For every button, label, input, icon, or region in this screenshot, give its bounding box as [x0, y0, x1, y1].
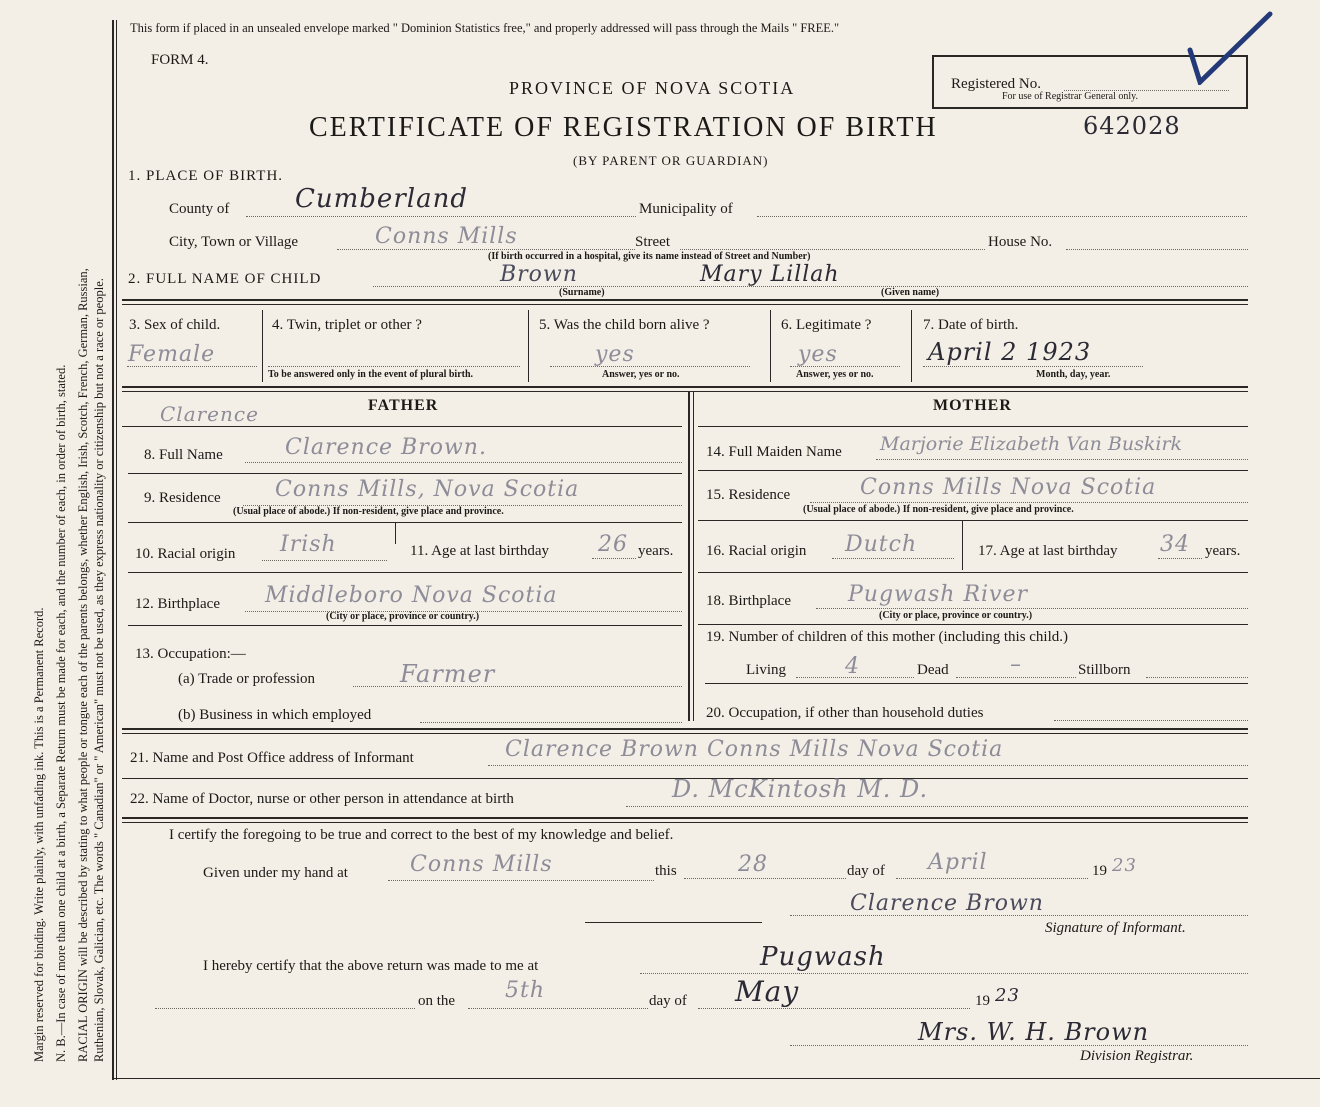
sex-label: 3. Sex of child. — [129, 317, 221, 333]
registered-note: For use of Registrar General only. — [1002, 91, 1138, 102]
alive-note: Answer, yes or no. — [602, 369, 680, 380]
mother-name-value: Marjorie Elizabeth Van Buskirk — [880, 433, 1183, 455]
father-race-label: 10. Racial origin — [135, 546, 236, 562]
mother-occupation-label: 20. Occupation, if other than household duties — [706, 705, 984, 721]
house-label: House No. — [988, 234, 1053, 250]
place-heading: 1. PLACE OF BIRTH. — [128, 168, 284, 184]
province-heading: PROVINCE OF NOVA SCOTIA — [509, 78, 796, 98]
county-value: Cumberland — [295, 184, 468, 214]
certificate-title: CERTIFICATE OF REGISTRATION OF BIRTH — [309, 112, 938, 143]
father-birthplace-note: (City or place, province or country.) — [326, 611, 480, 622]
binding-border-line-inner — [116, 20, 117, 1080]
alive-value: yes — [595, 342, 635, 367]
father-birthplace-label: 12. Birthplace — [135, 596, 220, 612]
subtitle: (BY PARENT OR GUARDIAN) — [573, 153, 769, 168]
hospital-note: (If birth occurred in a hospital, give its name instead of Street and Number) — [488, 251, 811, 262]
alive-label: 5. Was the child born alive ? — [539, 317, 710, 333]
father-age-value: 26 — [598, 532, 628, 557]
dob-value: April 2 1923 — [928, 338, 1092, 366]
informant-signature: Clarence Brown — [850, 891, 1044, 916]
form-number: FORM 4. — [151, 52, 209, 68]
informant-label: 21. Name and Post Office address of Informant — [130, 750, 414, 766]
registrar-day-of-label: day of — [649, 993, 687, 1009]
doctor-label: 22. Name of Doctor, nurse or other person in attendance at birth — [130, 791, 514, 807]
father-occupation-label: 13. Occupation:— — [135, 646, 246, 662]
dob-label: 7. Date of birth. — [923, 317, 1019, 333]
registrar-signature-label: Division Registrar. — [1080, 1048, 1194, 1064]
sex-value: Female — [128, 342, 216, 367]
mother-birthplace-label: 18. Birthplace — [706, 593, 791, 609]
mother-residence-label: 15. Residence — [706, 487, 791, 503]
father-heading: FATHER — [368, 397, 439, 414]
father-trade-value: Farmer — [400, 660, 496, 688]
given-name-note: (Given name) — [881, 287, 940, 298]
certify-statement: I certify the foregoing to be true and correct to the best of my knowledge and belief. — [169, 827, 674, 843]
stillborn-label: Stillborn — [1078, 662, 1131, 678]
father-birthplace-value: Middleboro Nova Scotia — [265, 583, 558, 608]
mother-name-label: 14. Full Maiden Name — [706, 444, 842, 460]
street-label: Street — [635, 234, 670, 250]
registrar-statement: I hereby certify that the above return was made to me at — [203, 958, 539, 974]
this-label: this — [655, 863, 677, 879]
certify-year-prefix: 19 — [1092, 863, 1107, 879]
surname-note: (Surname) — [559, 287, 605, 298]
twin-label: 4. Twin, triplet or other ? — [272, 317, 422, 333]
registrar-place-value: Pugwash — [760, 942, 886, 972]
living-value: 4 — [845, 654, 860, 679]
father-name-value: Clarence Brown. — [285, 435, 487, 460]
registrar-on-label: on the — [418, 993, 456, 1009]
city-value: Conns Mills — [375, 224, 518, 249]
dead-label: Dead — [917, 662, 949, 678]
mother-years-label: years. — [1205, 543, 1241, 559]
child-name-label: 2. FULL NAME OF CHILD — [128, 271, 322, 287]
father-scribble: Clarence — [160, 402, 259, 426]
registered-label: Registered No. — [951, 76, 1041, 92]
certify-day-value: 28 — [738, 852, 768, 877]
father-residence-label: 9. Residence — [144, 490, 221, 506]
certify-day-of-label: day of — [847, 863, 885, 879]
doctor-value: D. McKintosh M. D. — [672, 775, 929, 803]
child-given-name: Mary Lillah — [700, 262, 840, 287]
dob-note: Month, day, year. — [1036, 369, 1111, 380]
child-surname: Brown — [500, 262, 578, 287]
registrar-year-value: 23 — [995, 985, 1020, 1006]
registrar-signature: Mrs. W. H. Brown — [918, 1018, 1150, 1046]
mother-birthplace-value: Pugwash River — [848, 582, 1029, 607]
legitimate-value: yes — [798, 342, 838, 367]
signature-rule — [585, 922, 762, 923]
father-race-value: Irish — [280, 532, 337, 557]
registrar-year-prefix: 19 — [975, 993, 990, 1009]
registrar-month-value: May — [735, 975, 800, 1008]
father-business-label: (b) Business in which employed — [178, 707, 372, 723]
mother-birthplace-note: (City or place, province or country.) — [879, 610, 1033, 621]
legitimate-note: Answer, yes or no. — [796, 369, 874, 380]
mother-race-label: 16. Racial origin — [706, 543, 807, 559]
municipality-label: Municipality of — [639, 201, 733, 217]
father-residence-note: (Usual place of abode.) If non-resident, give place and province. — [233, 506, 504, 517]
registrar-day-value: 5th — [505, 978, 546, 1003]
given-under-label: Given under my hand at — [203, 865, 348, 881]
children-count-label: 19. Number of children of this mother (including this child.) — [706, 629, 1069, 645]
informant-signature-label: Signature of Informant. — [1045, 920, 1186, 936]
legitimate-label: 6. Legitimate ? — [781, 317, 872, 333]
given-place-value: Conns Mills — [410, 852, 553, 877]
dead-value: – — [1010, 652, 1022, 677]
certify-year-value: 23 — [1112, 855, 1137, 876]
check-mark-icon — [1185, 10, 1275, 85]
county-label: County of — [169, 201, 230, 217]
binding-border-line — [112, 20, 114, 1080]
mother-race-value: Dutch — [845, 532, 918, 557]
mother-age-label: 17. Age at last birthday — [978, 543, 1118, 559]
mother-heading: MOTHER — [933, 397, 1012, 414]
twin-note: To be answered only in the event of plural birth. — [268, 369, 474, 380]
mother-age-value: 34 — [1160, 532, 1190, 557]
birth-certificate: Margin reserved for binding. Write plainly, with unfading ink. This is a Permanent Record. N. B.—In case of more than one child at a birth, a Separate Return must be made for each, and the number of each, in order of birth, stated. RACIAL ORIGIN will be described by stating to what people or tongue each of the parents belongs, whether English, Irish, Scotch, French, German, Russian, Ruthenian, Slovak, Galician, etc. The words " Canadian" or " American" must not be used, as they express nationality or citizenship but not a race or people. This form if placed in an unsealed envelope marked " Dominion Statistics free," and properly addressed will pass through the Mails " FREE." FORM 4. PROVINCE OF NOVA SCOTIA CERTIFICATE OF REGISTRATION OF BIRTH 642028 (BY PARENT OR GUARDIAN) Registered No. For use of Registrar General only. 1. PLACE OF BIRTH. County of Cumberland Municipality of City, Town or Village Conns Mills Street House No. (If birth occurred in a hospital, give its name instead of Street and Number) 2. FULL NAME OF CHILD Brown Mary Lillah (Surname) (Given name) 3. Sex of child. Female 4. Twin, triplet or other ? To be answered only in the event of plural birth. 5. Was the child born alive ? yes Answer, yes or no. 6. Legitimate ? yes Answer, yes or no. 7. Date of birth. April 2 1923 Month, day, year. Clarence FATHER 8. Full Name Clarence Brown. 9. Residence Conns Mills, Nova Scotia (Usual place of abode.) If non-resident, give place and province. 10. Racial origin Irish 11. Age at last birthday 26 years. 12. Birthplace Middleboro Nova Scotia (City or place, province or country.) 13. Occupation:— (a) Trade or profession Farmer (b) Business in which employed MOTHER 14. Full Maiden Name Marjorie Elizabeth Van Buskirk 15. Residence Conns Mills Nova Scotia (Usual place of abode.) If non-resident, give place and province. 16. Racial origin Dutch 17. Age at last birthday 34 years. 18. Birthplace Pugwash River (City or place, province or country.) 19. Number of children of this mother (including this child.) Living 4 Dead – Stillborn 20. Occupation, if other than household duties 21. Name and Post Office address of Informant Clarence Brown Conns Mills Nova Scotia 22. Name of Doctor, nurse or other person in attendance at birth D. McKintosh M. D. I certify the foregoing to be true and correct to the best of my knowledge and belief. Given under my hand at Conns Mills this 28 day of April 19 23 Clarence Brown Signature of Informant. I hereby certify that the above return was made to me at Pugwash on the 5th day of May 19 23 Mrs. W. H. Brown Division Registrar. — [0, 0, 1320, 1107]
certify-month-value: April — [928, 850, 988, 875]
father-years-label: years. — [638, 543, 674, 559]
father-residence-value: Conns Mills, Nova Scotia — [275, 477, 580, 502]
mother-residence-value: Conns Mills Nova Scotia — [860, 475, 1157, 500]
living-label: Living — [746, 662, 786, 678]
certificate-number: 642028 — [1083, 112, 1181, 140]
city-label: City, Town or Village — [169, 234, 299, 250]
mother-residence-note: (Usual place of abode.) If non-resident, give place and province. — [803, 504, 1074, 515]
father-name-label: 8. Full Name — [144, 447, 223, 463]
mail-notice: This form if placed in an unsealed envelope marked " Dominion Statistics free," and properly addressed will pass through the Mails " FREE." — [130, 21, 840, 35]
informant-value: Clarence Brown Conns Mills Nova Scotia — [505, 737, 1004, 762]
father-age-label: 11. Age at last birthday — [410, 543, 549, 559]
father-trade-label: (a) Trade or profession — [178, 671, 316, 687]
